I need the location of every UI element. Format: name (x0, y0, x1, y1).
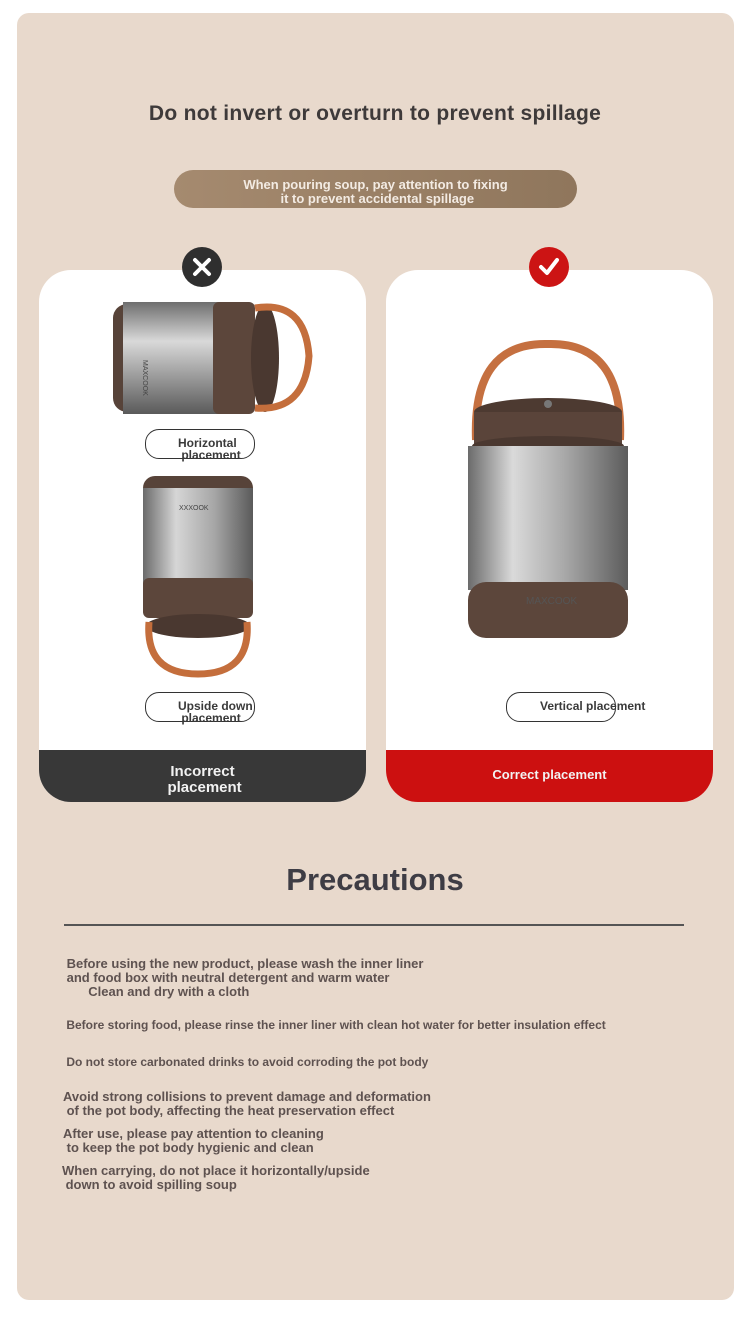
precaution-item: When carrying, do not place it horizontally/upside down to avoid spilling soup (62, 1163, 370, 1192)
check-icon (529, 247, 569, 287)
precautions-title: Precautions (286, 862, 464, 897)
precaution-item: Before using the new product, please wash the inner liner and food box with neutral detergent and warm water Clean and dry with a cloth (66, 956, 424, 999)
brand-text-inverted: XXXOOK (179, 505, 209, 512)
precaution-item: Before storing food, please rinse the inner liner with clean hot water for better insulation effect (63, 1018, 606, 1032)
brand-text: MAXCOOK (141, 360, 148, 396)
precaution-item: Avoid strong collisions to prevent damage and deformation of the pot body, affecting the heat preservation effect (63, 1089, 431, 1118)
precaution-item: Do not store carbonated drinks to avoid corroding the pot body (63, 1055, 429, 1069)
correct-footer-text: Correct placement (492, 767, 607, 782)
vertical-placement-label: Vertical placement (540, 699, 646, 713)
brand-text: MAXCOOK (526, 596, 578, 607)
horizontal-placement-label: Horizontal placement (178, 436, 241, 462)
upside-down-placement-label: Upside down placement (178, 699, 253, 725)
x-icon (182, 247, 222, 287)
page-title: Do not invert or overturn to prevent spillage (148, 102, 602, 125)
precaution-item: After use, please pay attention to cleaning to keep the pot body hygienic and clean (63, 1126, 324, 1155)
incorrect-footer (39, 750, 366, 802)
incorrect-footer-text: Incorrect placement (167, 763, 242, 796)
upside-down-jar-image (139, 474, 259, 684)
correct-placement-card (386, 270, 713, 802)
subtitle-pill (174, 170, 577, 208)
divider (64, 924, 684, 926)
correct-footer (386, 750, 713, 802)
vertical-jar-image (460, 336, 640, 656)
horizontal-jar-image (105, 300, 315, 420)
incorrect-placement-card (39, 270, 366, 802)
subtitle-text: When pouring soup, pay attention to fixing it to prevent accidental spillage (243, 177, 508, 206)
